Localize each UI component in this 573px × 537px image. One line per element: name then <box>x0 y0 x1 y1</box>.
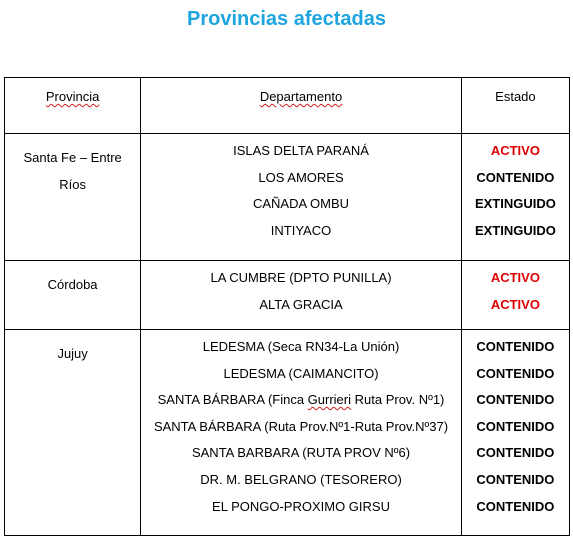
provincia-label: Santa Fe – Entre <box>23 150 122 165</box>
header-provincia-label: Provincia <box>45 89 100 104</box>
departamento-cell <box>141 261 462 330</box>
departamento-item: SANTA BARBARA (RUTA PROV Nº6) <box>191 445 411 461</box>
departamento-item: LOS AMORES <box>258 169 344 185</box>
status-badge: CONTENIDO <box>476 418 555 434</box>
status-badge: CONTENIDO <box>476 339 555 354</box>
departamento-item: INTIYACO <box>270 222 332 238</box>
header-provincia <box>5 78 141 134</box>
status-badge: CONTENIDO <box>476 445 555 461</box>
departamento-item: DR. M. BELGRANO (TESORERO) <box>200 471 402 487</box>
status-badge: ACTIVO <box>490 143 540 158</box>
departamento-item: SANTA BÁRBARA (Ruta Prov.Nº1-Ruta Prov.Nº37) <box>153 418 449 434</box>
status-badge: CONTENIDO <box>476 169 555 185</box>
departamento-item: LEDESMA (Seca RN34-La Unión) <box>202 339 400 354</box>
status-badge: CONTENIDO <box>476 471 555 487</box>
table-row <box>5 261 570 330</box>
table-row <box>5 134 570 261</box>
status-badge: CONTENIDO <box>476 392 555 408</box>
departamento-item: ALTA GRACIA <box>259 296 343 312</box>
status-badge: ACTIVO <box>490 270 540 285</box>
status-badge: CONTENIDO <box>476 365 555 381</box>
provincia-label: Córdoba <box>47 277 98 292</box>
provincia-cell <box>5 261 141 330</box>
page-title: Provincias afectadas <box>187 8 386 30</box>
departamento-item: ISLAS DELTA PARANÁ <box>233 143 369 158</box>
estado-cell <box>461 134 569 261</box>
departamento-cell <box>141 134 462 261</box>
provincia-label: Ríos <box>59 177 86 192</box>
header-departamento <box>141 78 462 134</box>
departamento-item: LEDESMA (CAIMANCITO) <box>223 365 379 381</box>
spellcheck-word: Gurrieri <box>307 392 352 408</box>
status-badge: EXTINGUIDO <box>474 222 556 238</box>
departamento-item: SANTA BÁRBARA (Finca Gurrieri Ruta Prov. Nº1) <box>157 392 445 408</box>
header-departamento-label: Departamento <box>259 89 343 104</box>
departamento-item: CAÑADA OMBU <box>252 196 350 212</box>
departamento-item: LA CUMBRE (DPTO PUNILLA) <box>210 270 392 285</box>
departamento-cell <box>141 330 462 536</box>
header-estado <box>461 78 569 134</box>
provincia-label: Jujuy <box>57 346 88 361</box>
affected-provinces-table <box>4 77 570 536</box>
header-estado-label: Estado <box>495 89 536 104</box>
estado-cell <box>461 261 569 330</box>
table-row <box>5 330 570 536</box>
table-header-row <box>5 78 570 134</box>
provincia-cell <box>5 134 141 261</box>
estado-cell <box>461 330 569 536</box>
departamento-item: EL PONGO-PROXIMO GIRSU <box>212 498 390 514</box>
status-badge: ACTIVO <box>490 296 540 312</box>
provincia-cell <box>5 330 141 536</box>
status-badge: EXTINGUIDO <box>474 196 556 212</box>
status-badge: CONTENIDO <box>476 498 555 514</box>
